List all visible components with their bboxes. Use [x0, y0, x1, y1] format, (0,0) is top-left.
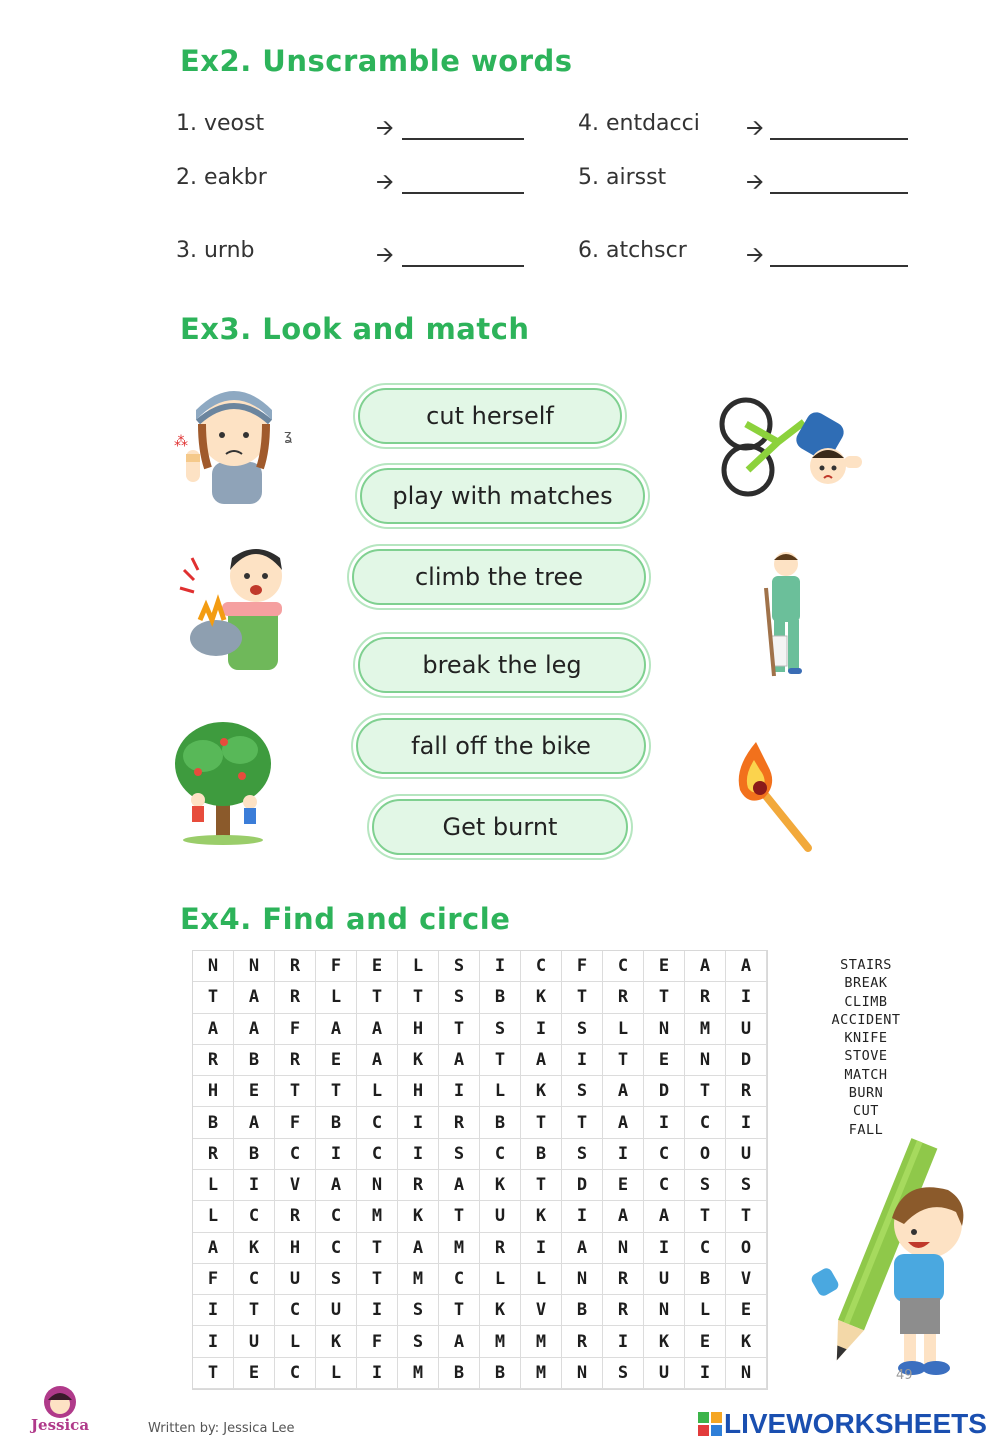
grid-cell[interactable]: R	[275, 1201, 316, 1232]
grid-cell[interactable]: S	[398, 1326, 439, 1357]
grid-cell[interactable]: T	[357, 982, 398, 1013]
grid-cell[interactable]: S	[316, 1264, 357, 1295]
grid-cell[interactable]: T	[603, 1045, 644, 1076]
grid-cell[interactable]: E	[234, 1076, 275, 1107]
grid-cell[interactable]: A	[316, 1170, 357, 1201]
grid-cell[interactable]: K	[644, 1326, 685, 1357]
answer-input-1[interactable]	[402, 106, 524, 140]
grid-cell[interactable]: E	[644, 951, 685, 982]
grid-cell[interactable]: U	[726, 1139, 767, 1170]
grid-cell[interactable]: I	[726, 1107, 767, 1138]
grid-cell[interactable]: L	[398, 951, 439, 982]
grid-cell[interactable]: D	[562, 1170, 603, 1201]
grid-cell[interactable]: E	[316, 1045, 357, 1076]
grid-cell[interactable]: C	[357, 1107, 398, 1138]
grid-cell[interactable]: N	[562, 1358, 603, 1389]
grid-cell[interactable]: K	[521, 1076, 562, 1107]
grid-cell[interactable]: A	[234, 1107, 275, 1138]
grid-cell[interactable]: T	[439, 1295, 480, 1326]
grid-cell[interactable]: T	[193, 982, 234, 1013]
word-search-grid[interactable]	[192, 950, 768, 1390]
grid-cell[interactable]: H	[193, 1076, 234, 1107]
grid-cell[interactable]: R	[603, 1264, 644, 1295]
grid-cell[interactable]: U	[644, 1264, 685, 1295]
grid-cell[interactable]: R	[562, 1326, 603, 1357]
grid-cell[interactable]: C	[234, 1201, 275, 1232]
grid-cell[interactable]: F	[357, 1326, 398, 1357]
grid-cell[interactable]: L	[193, 1201, 234, 1232]
grid-cell[interactable]: N	[357, 1170, 398, 1201]
grid-cell[interactable]: T	[685, 1201, 726, 1232]
grid-cell[interactable]: A	[439, 1170, 480, 1201]
unscramble-item-5: 5. airsst	[578, 165, 667, 190]
phrase-cloud-2[interactable]: play with matches	[360, 468, 645, 524]
grid-cell[interactable]: A	[685, 951, 726, 982]
page-number: 49	[896, 1368, 913, 1383]
unscramble-item-4: 4. entdacci	[578, 111, 700, 136]
grid-cell[interactable]: H	[398, 1076, 439, 1107]
grid-cell[interactable]: H	[275, 1233, 316, 1264]
grid-cell[interactable]: C	[644, 1139, 685, 1170]
grid-cell[interactable]: L	[603, 1014, 644, 1045]
grid-cell[interactable]: K	[398, 1045, 439, 1076]
grid-cell[interactable]: L	[685, 1295, 726, 1326]
word-list-item: STAIRS	[840, 957, 892, 973]
grid-cell[interactable]: R	[193, 1045, 234, 1076]
grid-cell[interactable]: A	[316, 1014, 357, 1045]
grid-cell[interactable]: S	[439, 982, 480, 1013]
grid-cell[interactable]: O	[726, 1233, 767, 1264]
jessica-logo	[30, 1384, 90, 1440]
svg-text:⁂: ⁂	[174, 434, 188, 450]
grid-cell[interactable]: I	[644, 1107, 685, 1138]
grid-cell[interactable]: S	[398, 1295, 439, 1326]
grid-cell[interactable]: I	[521, 1014, 562, 1045]
grid-cell[interactable]: B	[480, 1358, 521, 1389]
grid-cell[interactable]: T	[439, 1014, 480, 1045]
grid-cell[interactable]: S	[726, 1170, 767, 1201]
grid-cell[interactable]: E	[685, 1326, 726, 1357]
grid-cell[interactable]: R	[275, 951, 316, 982]
liveworksheets-text: LIVEWORKSHEETS	[724, 1408, 987, 1439]
word-list-item: ACCIDENT	[831, 1011, 901, 1028]
liveworksheets-icon	[698, 1412, 722, 1436]
arrow-icon: 🡪	[376, 170, 394, 195]
grid-cell[interactable]: R	[603, 982, 644, 1013]
grid-cell[interactable]: K	[521, 1201, 562, 1232]
grid-cell[interactable]: L	[316, 982, 357, 1013]
grid-cell[interactable]: O	[685, 1139, 726, 1170]
grid-cell[interactable]: H	[398, 1014, 439, 1045]
answer-input-6[interactable]	[770, 233, 908, 267]
grid-cell[interactable]: R	[480, 1233, 521, 1264]
unscramble-item-1: 1. veost	[176, 111, 265, 136]
grid-cell[interactable]: C	[685, 1233, 726, 1264]
grid-cell[interactable]: M	[685, 1014, 726, 1045]
grid-cell[interactable]: F	[275, 1107, 316, 1138]
grid-cell[interactable]: T	[480, 1045, 521, 1076]
grid-cell[interactable]: N	[644, 1014, 685, 1045]
grid-cell[interactable]: U	[726, 1014, 767, 1045]
grid-cell[interactable]: T	[521, 1107, 562, 1138]
arrow-icon: 🡪	[746, 170, 764, 195]
grid-cell[interactable]: A	[193, 1233, 234, 1264]
grid-cell[interactable]: M	[398, 1264, 439, 1295]
author-credit: Written by: Jessica Lee	[148, 1421, 295, 1436]
burning-match-picture	[732, 740, 816, 854]
grid-cell[interactable]: M	[357, 1201, 398, 1232]
grid-cell[interactable]: M	[521, 1326, 562, 1357]
girl-cut-finger-picture	[172, 380, 302, 505]
grid-cell[interactable]: C	[316, 1201, 357, 1232]
boy-fall-bike-picture	[708, 392, 866, 504]
grid-cell[interactable]: T	[562, 982, 603, 1013]
grid-cell[interactable]: U	[275, 1264, 316, 1295]
grid-cell[interactable]: B	[234, 1045, 275, 1076]
phrase-cloud-4[interactable]: break the leg	[358, 637, 646, 693]
grid-cell[interactable]: N	[685, 1045, 726, 1076]
grid-cell[interactable]: A	[726, 951, 767, 982]
word-list-item: CUT	[853, 1103, 879, 1120]
grid-cell[interactable]: A	[398, 1233, 439, 1264]
grid-cell[interactable]: S	[685, 1170, 726, 1201]
grid-cell[interactable]: I	[398, 1139, 439, 1170]
grid-cell[interactable]: L	[480, 1076, 521, 1107]
svg-text:ʓ: ʓ	[284, 428, 293, 444]
grid-cell[interactable]: T	[726, 1201, 767, 1232]
grid-cell[interactable]: C	[275, 1358, 316, 1389]
grid-cell[interactable]: S	[562, 1014, 603, 1045]
grid-cell[interactable]: K	[521, 982, 562, 1013]
grid-cell[interactable]: A	[644, 1201, 685, 1232]
grid-cell[interactable]: K	[480, 1170, 521, 1201]
grid-cell[interactable]: B	[562, 1295, 603, 1326]
grid-cell[interactable]: F	[316, 951, 357, 982]
children-tree-picture	[168, 716, 278, 846]
grid-cell[interactable]: A	[234, 982, 275, 1013]
jessica-logo-text: Jessica	[30, 1416, 90, 1434]
word-list-item: CLIMB	[844, 993, 888, 1010]
ex4-heading: Ex4. Find and circle	[180, 902, 511, 936]
grid-cell[interactable]: T	[357, 1233, 398, 1264]
grid-cell[interactable]: A	[521, 1045, 562, 1076]
unscramble-item-3: 3. urnb	[176, 238, 255, 263]
grid-cell[interactable]: U	[316, 1295, 357, 1326]
grid-cell[interactable]: N	[726, 1358, 767, 1389]
answer-input-2[interactable]	[402, 160, 524, 194]
grid-cell[interactable]: I	[398, 1107, 439, 1138]
grid-cell[interactable]: V	[275, 1170, 316, 1201]
grid-cell[interactable]: C	[521, 951, 562, 982]
grid-cell[interactable]: I	[193, 1326, 234, 1357]
grid-cell[interactable]: A	[603, 1076, 644, 1107]
grid-cell[interactable]: S	[480, 1014, 521, 1045]
grid-cell[interactable]: I	[644, 1233, 685, 1264]
answer-input-3[interactable]	[402, 233, 524, 267]
arrow-icon: 🡪	[376, 116, 394, 141]
grid-cell[interactable]: R	[398, 1170, 439, 1201]
grid-cell[interactable]: L	[480, 1264, 521, 1295]
grid-cell[interactable]: S	[562, 1139, 603, 1170]
grid-cell[interactable]: E	[603, 1170, 644, 1201]
grid-cell[interactable]: A	[234, 1014, 275, 1045]
grid-cell[interactable]: A	[357, 1045, 398, 1076]
grid-cell[interactable]: L	[275, 1326, 316, 1357]
ex2-heading: Ex2. Unscramble words	[180, 44, 573, 78]
grid-cell[interactable]: T	[685, 1076, 726, 1107]
grid-cell[interactable]: T	[316, 1076, 357, 1107]
phrase-cloud-6[interactable]: Get burnt	[372, 799, 628, 855]
grid-cell[interactable]: C	[480, 1139, 521, 1170]
grid-cell[interactable]: L	[357, 1076, 398, 1107]
grid-cell[interactable]: C	[685, 1107, 726, 1138]
grid-cell[interactable]: M	[398, 1358, 439, 1389]
grid-cell[interactable]: F	[275, 1014, 316, 1045]
grid-cell[interactable]: M	[480, 1326, 521, 1357]
grid-cell[interactable]: T	[275, 1076, 316, 1107]
grid-cell[interactable]: B	[234, 1139, 275, 1170]
grid-cell[interactable]: R	[726, 1076, 767, 1107]
grid-cell[interactable]: K	[726, 1326, 767, 1357]
grid-cell[interactable]: D	[726, 1045, 767, 1076]
grid-cell[interactable]: B	[439, 1358, 480, 1389]
grid-cell[interactable]: I	[480, 951, 521, 982]
grid-cell[interactable]: N	[193, 951, 234, 982]
arrow-icon: 🡪	[746, 243, 764, 268]
word-list-item: KNIFE	[844, 1030, 888, 1047]
grid-cell[interactable]: C	[603, 951, 644, 982]
man-crutch-picture	[752, 548, 818, 678]
grid-cell[interactable]: B	[685, 1264, 726, 1295]
grid-cell[interactable]: A	[562, 1233, 603, 1264]
grid-cell[interactable]: A	[357, 1014, 398, 1045]
grid-cell[interactable]: R	[193, 1139, 234, 1170]
grid-cell[interactable]: F	[193, 1264, 234, 1295]
phrase-cloud-1[interactable]: cut herself	[358, 388, 622, 444]
grid-cell[interactable]: R	[275, 1045, 316, 1076]
grid-cell[interactable]: N	[644, 1295, 685, 1326]
unscramble-item-2: 2. eakbr	[176, 165, 267, 190]
grid-cell[interactable]: A	[603, 1201, 644, 1232]
grid-cell[interactable]: A	[193, 1014, 234, 1045]
unscramble-item-6: 6. atchscr	[578, 238, 687, 263]
grid-cell[interactable]: S	[562, 1076, 603, 1107]
grid-cell[interactable]: I	[521, 1233, 562, 1264]
grid-cell[interactable]: K	[234, 1233, 275, 1264]
grid-cell[interactable]: M	[439, 1233, 480, 1264]
grid-cell[interactable]: N	[234, 951, 275, 982]
grid-cell[interactable]: I	[562, 1045, 603, 1076]
grid-cell[interactable]: I	[603, 1139, 644, 1170]
grid-cell[interactable]: B	[521, 1139, 562, 1170]
grid-cell[interactable]: E	[726, 1295, 767, 1326]
grid-cell[interactable]: I	[234, 1170, 275, 1201]
grid-cell[interactable]: T	[562, 1107, 603, 1138]
phrase-cloud-3[interactable]: climb the tree	[352, 549, 646, 605]
grid-cell[interactable]: U	[644, 1358, 685, 1389]
grid-cell[interactable]: A	[439, 1326, 480, 1357]
grid-cell[interactable]: T	[644, 982, 685, 1013]
grid-cell[interactable]: R	[439, 1107, 480, 1138]
grid-cell[interactable]: L	[521, 1264, 562, 1295]
grid-cell[interactable]: I	[357, 1295, 398, 1326]
grid-cell[interactable]: T	[357, 1264, 398, 1295]
grid-cell[interactable]: T	[193, 1358, 234, 1389]
boy-with-pencil-picture	[808, 1128, 974, 1378]
answer-input-5[interactable]	[770, 160, 908, 194]
woman-burnt-hand-picture	[176, 540, 306, 672]
word-list-item: STOVE	[844, 1048, 888, 1065]
ex3-heading: Ex3. Look and match	[180, 312, 530, 346]
grid-cell[interactable]: A	[603, 1107, 644, 1138]
grid-cell[interactable]: T	[521, 1170, 562, 1201]
grid-cell[interactable]: B	[316, 1107, 357, 1138]
grid-cell[interactable]: S	[603, 1358, 644, 1389]
grid-cell[interactable]: I	[562, 1201, 603, 1232]
grid-cell[interactable]: C	[275, 1295, 316, 1326]
grid-cell[interactable]: E	[644, 1045, 685, 1076]
grid-cell[interactable]: C	[234, 1264, 275, 1295]
word-list-item: MATCH	[844, 1066, 888, 1083]
grid-cell[interactable]: B	[480, 982, 521, 1013]
word-list-item: FALL	[848, 1121, 884, 1138]
arrow-icon: 🡪	[376, 243, 394, 268]
grid-cell[interactable]: B	[193, 1107, 234, 1138]
grid-cell[interactable]: I	[439, 1076, 480, 1107]
arrow-icon: 🡪	[746, 116, 764, 141]
grid-cell[interactable]: I	[685, 1358, 726, 1389]
grid-cell[interactable]: I	[357, 1358, 398, 1389]
grid-cell[interactable]: D	[644, 1076, 685, 1107]
grid-cell[interactable]: I	[316, 1139, 357, 1170]
grid-cell[interactable]: R	[603, 1295, 644, 1326]
grid-cell[interactable]: I	[193, 1295, 234, 1326]
grid-cell[interactable]: C	[644, 1170, 685, 1201]
grid-cell[interactable]: C	[357, 1139, 398, 1170]
grid-cell[interactable]: I	[603, 1326, 644, 1357]
grid-cell[interactable]: V	[521, 1295, 562, 1326]
grid-cell[interactable]: C	[316, 1233, 357, 1264]
grid-cell[interactable]: E	[357, 951, 398, 982]
grid-cell[interactable]: K	[398, 1201, 439, 1232]
word-list	[808, 956, 924, 1139]
grid-cell[interactable]: L	[193, 1170, 234, 1201]
grid-cell[interactable]: F	[562, 951, 603, 982]
grid-cell[interactable]: T	[439, 1201, 480, 1232]
word-list-item: BREAK	[844, 975, 888, 992]
grid-cell[interactable]: E	[234, 1358, 275, 1389]
grid-cell[interactable]: I	[726, 982, 767, 1013]
grid-cell[interactable]: M	[521, 1358, 562, 1389]
liveworksheets-logo[interactable]	[698, 1408, 987, 1440]
grid-cell[interactable]: K	[480, 1295, 521, 1326]
grid-cell[interactable]: R	[275, 982, 316, 1013]
grid-cell[interactable]: S	[439, 951, 480, 982]
grid-cell[interactable]: U	[234, 1326, 275, 1357]
grid-cell[interactable]: T	[398, 982, 439, 1013]
grid-cell[interactable]: T	[234, 1295, 275, 1326]
answer-input-4[interactable]	[770, 106, 908, 140]
grid-cell[interactable]: N	[562, 1264, 603, 1295]
grid-cell[interactable]: U	[480, 1201, 521, 1232]
grid-cell[interactable]: C	[275, 1139, 316, 1170]
grid-cell[interactable]: C	[439, 1264, 480, 1295]
phrase-cloud-5[interactable]: fall off the bike	[356, 718, 646, 774]
word-list-item: BURN	[848, 1085, 884, 1102]
grid-cell[interactable]: R	[685, 982, 726, 1013]
grid-cell[interactable]: L	[316, 1358, 357, 1389]
grid-cell[interactable]: B	[480, 1107, 521, 1138]
grid-cell[interactable]: A	[439, 1045, 480, 1076]
grid-cell[interactable]: K	[316, 1326, 357, 1357]
grid-cell[interactable]: V	[726, 1264, 767, 1295]
grid-cell[interactable]: N	[603, 1233, 644, 1264]
grid-cell[interactable]: S	[439, 1139, 480, 1170]
